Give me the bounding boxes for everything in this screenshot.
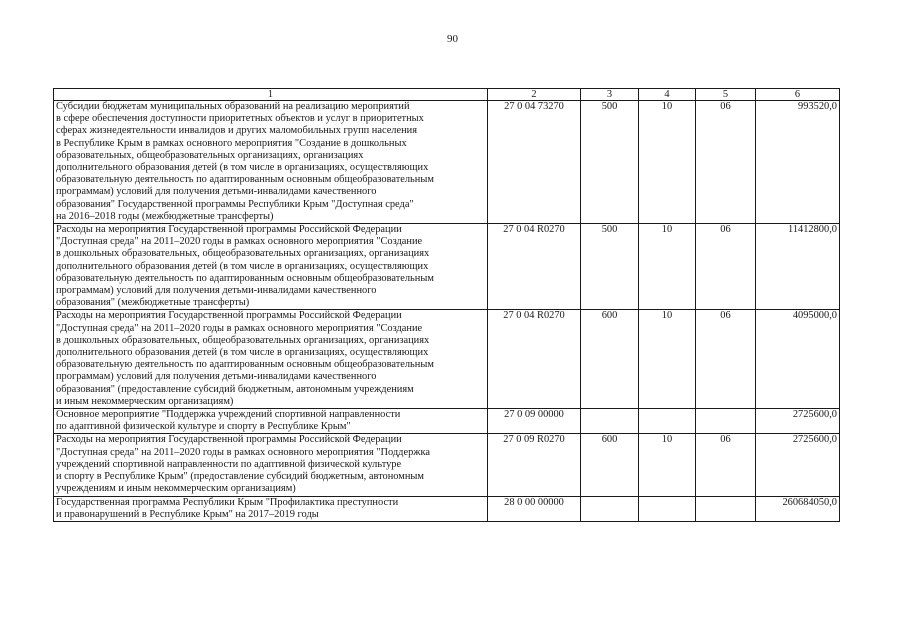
row-sum: 2725600,0 bbox=[756, 409, 840, 434]
table-row bbox=[54, 310, 840, 409]
row-col-4 bbox=[639, 496, 696, 521]
row-sum: 11412800,0 bbox=[756, 224, 840, 310]
row-description bbox=[54, 224, 488, 310]
row-col-5 bbox=[696, 409, 756, 434]
row-col-3 bbox=[581, 409, 639, 434]
table-row bbox=[54, 409, 840, 434]
header-col-1: 1 bbox=[54, 89, 488, 101]
description-line: "Доступная среда" на 2011–2020 годы в рамках основного мероприятия "Создание bbox=[56, 322, 423, 334]
table-header bbox=[54, 89, 840, 101]
description-line: в дошкольных образовательных, общеобразовательных организациях, организациях bbox=[56, 334, 430, 346]
description-line: дополнительного образования детей (в том числе в организациях, осуществляющих bbox=[56, 162, 429, 174]
page-number: 90 bbox=[447, 33, 458, 45]
description-line: Субсидии бюджетам муниципальных образований на реализацию мероприятий bbox=[56, 101, 410, 112]
description-line: учреждениям и иным некоммерческим организациям) bbox=[56, 483, 296, 495]
description-line: на 2016–2018 годы (межбюджетные трансферты) bbox=[56, 210, 274, 222]
row-code: 28 0 00 00000 bbox=[488, 496, 581, 521]
row-col-5 bbox=[696, 496, 756, 521]
row-code: 27 0 09 00000 bbox=[488, 409, 581, 434]
description-line: образования" Государственной программы Республики Крым "Доступная среда" bbox=[56, 198, 414, 210]
budget-table bbox=[53, 88, 840, 522]
row-code: 27 0 04 R0270 bbox=[488, 224, 581, 310]
row-col-3 bbox=[581, 496, 639, 521]
row-description bbox=[54, 310, 488, 409]
row-col-4: 10 bbox=[639, 224, 696, 310]
header-col-2: 2 bbox=[488, 89, 581, 101]
row-col-5: 06 bbox=[696, 224, 756, 310]
row-sum: 4095000,0 bbox=[756, 310, 840, 409]
row-col-5: 06 bbox=[696, 101, 756, 224]
row-description bbox=[54, 496, 488, 521]
table-body bbox=[54, 101, 840, 522]
description-line: и правонарушений в Республике Крым" на 2017–2019 годы bbox=[56, 508, 319, 520]
row-code: 27 0 04 R0270 bbox=[488, 310, 581, 409]
row-description bbox=[54, 409, 488, 434]
row-col-5: 06 bbox=[696, 434, 756, 496]
table-row bbox=[54, 101, 840, 224]
description-line: образовательную деятельность по адаптированным основным общеобразовательным bbox=[56, 359, 434, 371]
row-col-4: 10 bbox=[639, 101, 696, 224]
header-col-5: 5 bbox=[696, 89, 756, 101]
row-col-3: 500 bbox=[581, 101, 639, 224]
row-sum: 260684050,0 bbox=[756, 496, 840, 521]
description-line: дополнительного образования детей (в том числе в организациях, осуществляющих bbox=[56, 347, 429, 359]
row-col-5: 06 bbox=[696, 310, 756, 409]
table-row bbox=[54, 496, 840, 521]
header-col-3: 3 bbox=[581, 89, 639, 101]
row-sum: 993520,0 bbox=[756, 101, 840, 224]
description-line: и иным некоммерческим организациям) bbox=[56, 395, 234, 407]
description-line: образовательных, общеобразовательных организациях, организациях bbox=[56, 149, 364, 161]
description-line: программам) условий для получения детьми-инвалидами качественного bbox=[56, 285, 377, 297]
description-line: по адаптивной физической культуре и спорту в Республике Крым" bbox=[56, 421, 351, 433]
description-line: Основное мероприятие "Поддержка учреждений спортивной направленности bbox=[56, 409, 401, 421]
description-line: образовательную деятельность по адаптированным основным общеобразовательным bbox=[56, 174, 434, 186]
description-line: программам) условий для получения детьми-инвалидами качественного bbox=[56, 371, 377, 383]
row-col-4: 10 bbox=[639, 434, 696, 496]
description-line: учреждений спортивной направленности по адаптивной физической культуре bbox=[56, 458, 402, 470]
header-col-6: 6 bbox=[756, 89, 840, 101]
row-sum: 2725600,0 bbox=[756, 434, 840, 496]
description-line: программам) условий для получения детьми-инвалидами качественного bbox=[56, 186, 377, 198]
row-col-3: 600 bbox=[581, 310, 639, 409]
row-col-4: 10 bbox=[639, 310, 696, 409]
description-line: в дошкольных образовательных, общеобразовательных организациях, организациях bbox=[56, 248, 430, 260]
row-code: 27 0 09 R0270 bbox=[488, 434, 581, 496]
description-line: образования" (межбюджетные трансферты) bbox=[56, 297, 250, 309]
description-line: в сфере обеспечения доступности приоритетных объектов и услуг в приоритетных bbox=[56, 113, 424, 125]
row-description bbox=[54, 434, 488, 496]
header-col-4: 4 bbox=[639, 89, 696, 101]
description-line: образовательную деятельность по адаптированным основным общеобразовательным bbox=[56, 272, 434, 284]
description-line: Государственная программа Республики Крым "Профилактика преступности bbox=[56, 496, 399, 508]
header-row bbox=[54, 89, 840, 101]
row-col-4 bbox=[639, 409, 696, 434]
table-row bbox=[54, 434, 840, 496]
description-line: Расходы на мероприятия Государственной программы Российской Федерации bbox=[56, 224, 402, 236]
row-col-3: 600 bbox=[581, 434, 639, 496]
description-line: в Республике Крым в рамках основного мероприятия "Создание в дошкольных bbox=[56, 137, 407, 149]
description-line: "Доступная среда" на 2011–2020 годы в рамках основного мероприятия "Создание bbox=[56, 236, 423, 248]
table-row bbox=[54, 224, 840, 310]
description-line: Расходы на мероприятия Государственной программы Российской Федерации bbox=[56, 310, 402, 322]
description-line: и спорту в Республике Крым" (предоставление субсидий бюджетным, автономным bbox=[56, 471, 424, 483]
row-code: 27 0 04 73270 bbox=[488, 101, 581, 224]
description-line: образования" (предоставление субсидий бюджетным, автономным учреждениям bbox=[56, 383, 414, 395]
description-line: "Доступная среда" на 2011–2020 годы в рамках основного мероприятия "Поддержка bbox=[56, 446, 430, 458]
row-description bbox=[54, 101, 488, 224]
description-line: дополнительного образования детей (в том числе в организациях, осуществляющих bbox=[56, 260, 429, 272]
row-col-3: 500 bbox=[581, 224, 639, 310]
description-line: сферах жизнедеятельности инвалидов и других маломобильных групп населения bbox=[56, 125, 418, 137]
description-line: Расходы на мероприятия Государственной программы Российской Федерации bbox=[56, 434, 402, 446]
